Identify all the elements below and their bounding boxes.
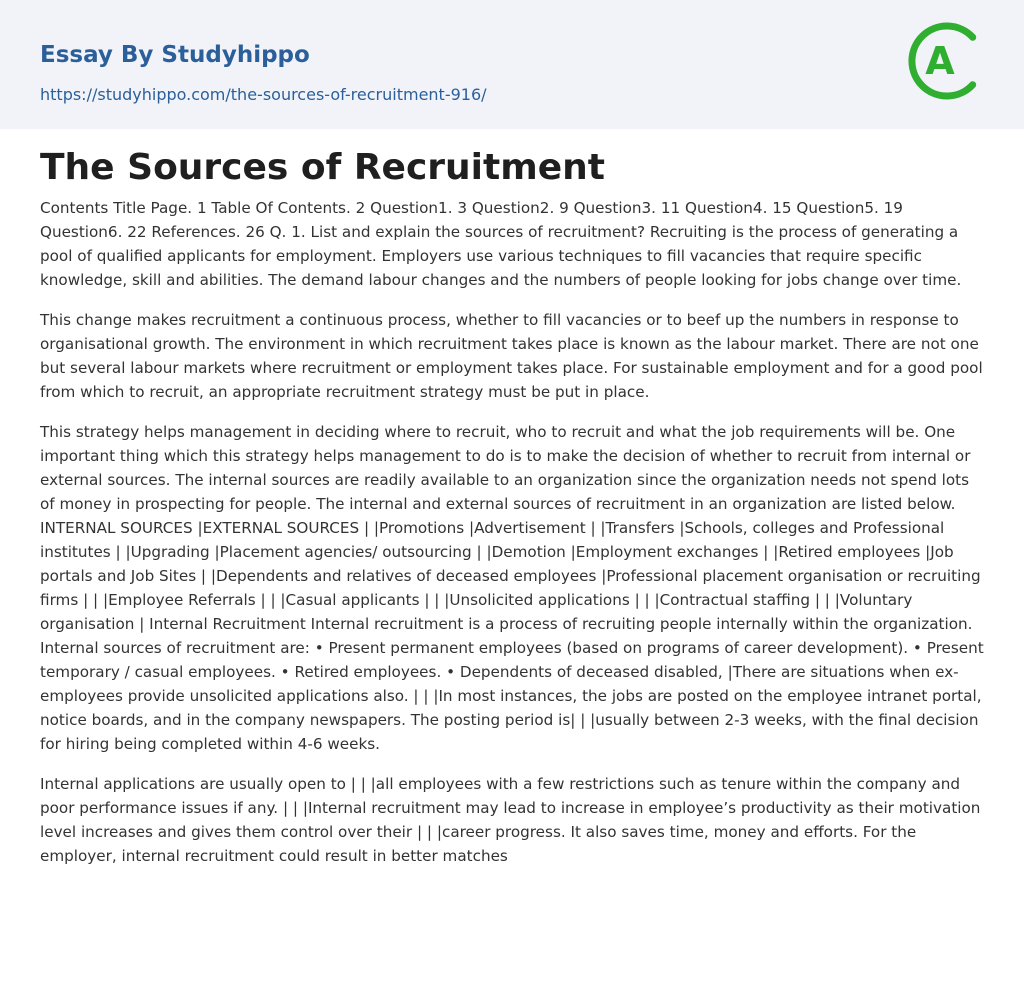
essay-paragraph-2: This change makes recruitment a continuous process, whether to fill vacancies or to beef up the numbers in response to organisational growth. The environment in which recruitment takes place is known as the labour market. There are not one but several labour markets where recruitment or employment takes place. For sustainable employment and for a good pool from which to recruit, an appropriate recruitment strategy must be put in place. — [40, 311, 983, 401]
site-header — [0, 0, 1024, 129]
studyhippo-logo-icon[interactable] — [904, 18, 990, 104]
essay-paragraph-1: Contents Title Page. 1 Table Of Contents. 2 Question1. 3 Question2. 9 Question3. 11 Question4. 15 Question5. 19 Question6. 22 References. 26 Q. 1. List and explain the sources of recruitment? Recruiting is the process of generating a pool of qualified applicants for employment. Employers use various techniques to fill vacancies that require specific knowledge, skill and abilities. The demand labour changes and the numbers of people looking for jobs change over time. — [40, 199, 962, 289]
essay-content — [40, 146, 986, 884]
essay-paragraph-4: Internal applications are usually open to | | |all employees with a few restrictions such as tenure within the company and poor performance issues if any. | | |Internal recruitment may lead to increase in employee’s productivity as their motivation level increases and gives them control over their | | |career progress. It also saves time, money and efforts. For the employer, internal recruitment could result in better matches — [40, 775, 981, 865]
site-name[interactable]: Essay By Studyhippo — [40, 42, 310, 68]
logo-letter: A — [925, 39, 955, 83]
essay-url-link[interactable]: https://studyhippo.com/the-sources-of-recruitment-916/ — [40, 85, 487, 104]
essay-title: The Sources of Recruitment — [40, 147, 605, 188]
essay-paragraph-3: This strategy helps management in deciding where to recruit, who to recruit and what the job requirements will be. One important thing which this strategy helps management to do is to make the decision of whether to recruit from internal or external sources. The internal sources are readily available to an organization since the organization needs not spend lots of money in prospecting for people. The internal and external sources of recruitment in an organization are listed below. INTERNAL SOURCES |EXTERNAL SOURCES | |Promotions |Advertisement | |Transfers |Schools, colleges and Professional institutes | |Upgrading |Placement agencies/ outsourcing | |Demotion |Employment exchanges | |Retired employees |Job portals and Job Sites | |Dependents and relatives of deceased employees |Professional placement organisation or recruiting firms | | |Employee Referrals | | |Casual applicants | | |Unsolicited applications | | |Contractual staffing | | |Voluntary organisation | Internal Recruitment Internal recruitment is a process of recruiting people internally within the organization. Internal sources of recruitment are: • Present permanent employees (based on programs of career development). • Present temporary / casual employees. • Retired employees. • Dependents of deceased disabled, |There are situations when ex-employees provide unsolicited applications also. | | |In most instances, the jobs are posted on the employee intranet portal, notice boards, and in the company newspapers. The posting period is| | |usually between 2-3 weeks, with the final decision for hiring being completed within 4-6 weeks. — [40, 423, 984, 753]
